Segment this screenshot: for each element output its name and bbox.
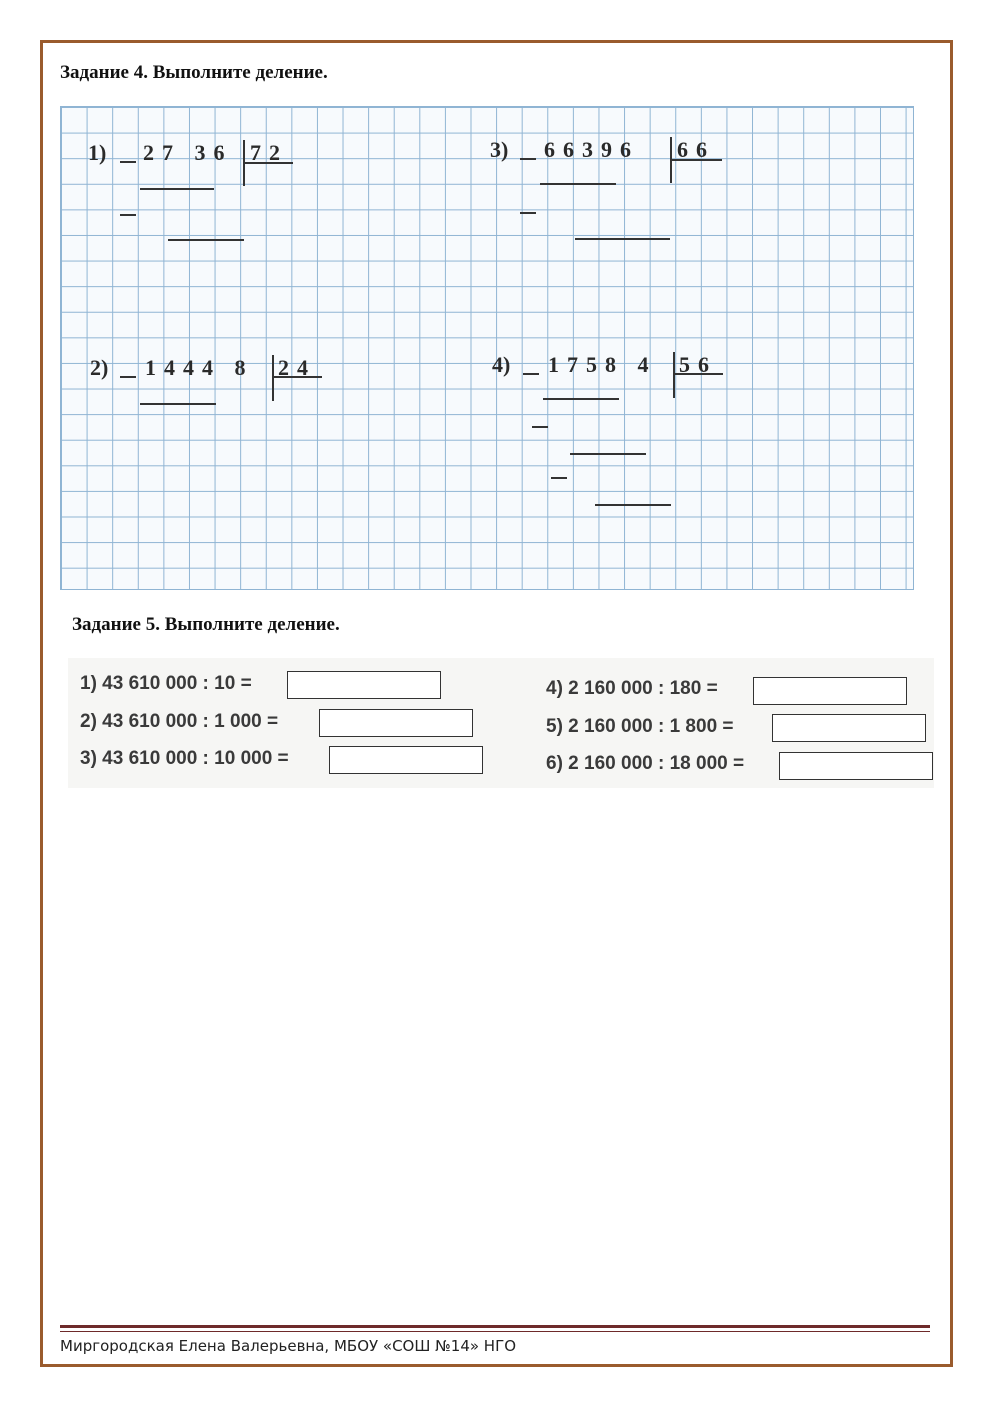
divider-vertical [673,352,675,398]
divisor: 24 [278,355,316,380]
task5-title: Задание 5. Выполните деление. [72,614,340,635]
minus-sign [532,426,548,428]
equation-text: 2) 43 610 000 : 1 000 = [80,711,279,732]
answer-input-4[interactable] [753,677,907,705]
divisor: 56 [679,352,717,377]
dividend: 1758 4 [548,352,657,377]
problem-label: 4) [492,352,511,377]
minus-sign [120,214,136,216]
problem-label: 2) [90,355,109,380]
minus-sign [120,161,136,163]
equation-text: 6) 2 160 000 : 18 000 = [546,753,745,774]
answer-input-5[interactable] [772,714,926,742]
answer-input-1[interactable] [287,671,441,699]
subtraction-line [543,398,619,400]
dividend: 27 36 [143,140,233,165]
subtraction-line [575,238,670,240]
subtraction-line [140,403,216,405]
footer-rule [60,1325,930,1328]
equation-text: 1) 43 610 000 : 10 = [80,673,252,694]
task4-title: Задание 4. Выполните деление. [60,62,328,83]
equation-text: 3) 43 610 000 : 10 000 = [80,748,289,769]
divisor: 66 [677,137,715,162]
divider-vertical [272,355,274,401]
subtraction-line [595,504,671,506]
minus-sign [120,376,136,378]
equation-text: 4) 2 160 000 : 180 = [546,678,718,699]
divisor: 72 [250,140,288,165]
answer-input-2[interactable] [319,709,473,737]
footer-author: Миргородская Елена Валерьевна, МБОУ «СОШ №14» НГО [60,1337,517,1355]
grid-paper [60,106,914,590]
problem-label: 1) [88,140,107,165]
dividend: 66396 [544,137,639,162]
minus-sign [520,212,536,214]
subtraction-line [570,453,646,455]
subtraction-line [540,183,616,185]
equation-text: 5) 2 160 000 : 1 800 = [546,716,734,737]
problem-label: 3) [490,137,509,162]
answer-input-6[interactable] [779,752,933,780]
answer-input-3[interactable] [329,746,483,774]
minus-sign [551,477,567,479]
footer-rule-thin [60,1331,930,1332]
subtraction-line [140,188,214,190]
minus-sign [523,373,539,375]
subtraction-line [168,239,244,241]
dividend: 1444 8 [145,355,254,380]
minus-sign [520,158,536,160]
